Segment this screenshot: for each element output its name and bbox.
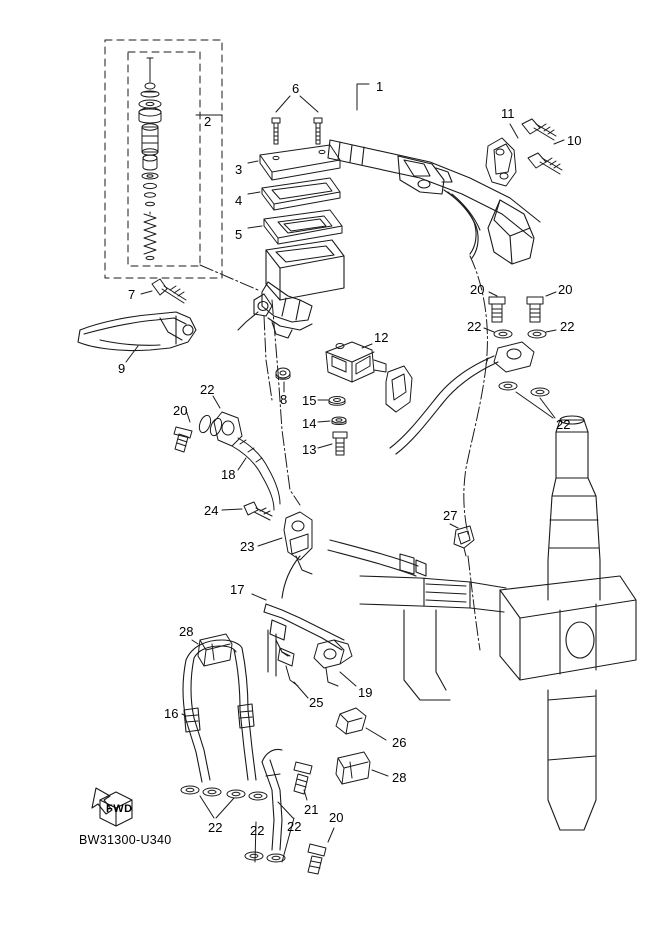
callout-25: 25 — [309, 695, 324, 710]
callout-23: 23 — [240, 539, 255, 554]
callout-22-f: 22 — [250, 823, 265, 838]
callout-26: 26 — [392, 735, 407, 750]
callout-16: 16 — [164, 706, 179, 721]
callout-5: 5 — [235, 227, 243, 242]
callout-22-b: 22 — [560, 319, 575, 334]
callout-8: 8 — [280, 392, 288, 407]
part-code-label: BW31300-U340 — [79, 833, 172, 847]
callout-4: 4 — [235, 193, 243, 208]
callout-18: 18 — [221, 467, 236, 482]
callout-17: 17 — [230, 582, 245, 597]
callout-22-d: 22 — [200, 382, 215, 397]
callout-15: 15 — [302, 393, 317, 408]
callout-12: 12 — [374, 330, 389, 345]
callout-22-c: 22 — [556, 417, 571, 432]
callout-10: 10 — [567, 133, 582, 148]
callout-22-e: 22 — [208, 820, 223, 835]
fwd-direction-label: FWD — [106, 803, 133, 815]
callout-6: 6 — [292, 81, 300, 96]
callout-11: 11 — [501, 106, 515, 121]
callout-7: 7 — [128, 287, 136, 302]
callout-28-b: 28 — [392, 770, 407, 785]
callout-21: 21 — [304, 802, 319, 817]
callout-14: 14 — [302, 416, 317, 431]
callout-9: 9 — [118, 361, 126, 376]
callout-20-a: 20 — [470, 282, 485, 297]
callout-20-b: 20 — [558, 282, 573, 297]
callout-27: 27 — [443, 508, 458, 523]
callout-20-c: 20 — [173, 403, 188, 418]
callout-3: 3 — [235, 162, 243, 177]
callout-22-g: 22 — [287, 819, 302, 834]
callout-1: 1 — [376, 79, 384, 94]
callout-20-d: 20 — [329, 810, 344, 825]
callout-22-a: 22 — [467, 319, 482, 334]
callout-28-a: 28 — [179, 624, 194, 639]
callout-2: 2 — [204, 114, 212, 129]
callout-19: 19 — [358, 685, 373, 700]
callout-13: 13 — [302, 442, 317, 457]
callout-24: 24 — [204, 503, 219, 518]
